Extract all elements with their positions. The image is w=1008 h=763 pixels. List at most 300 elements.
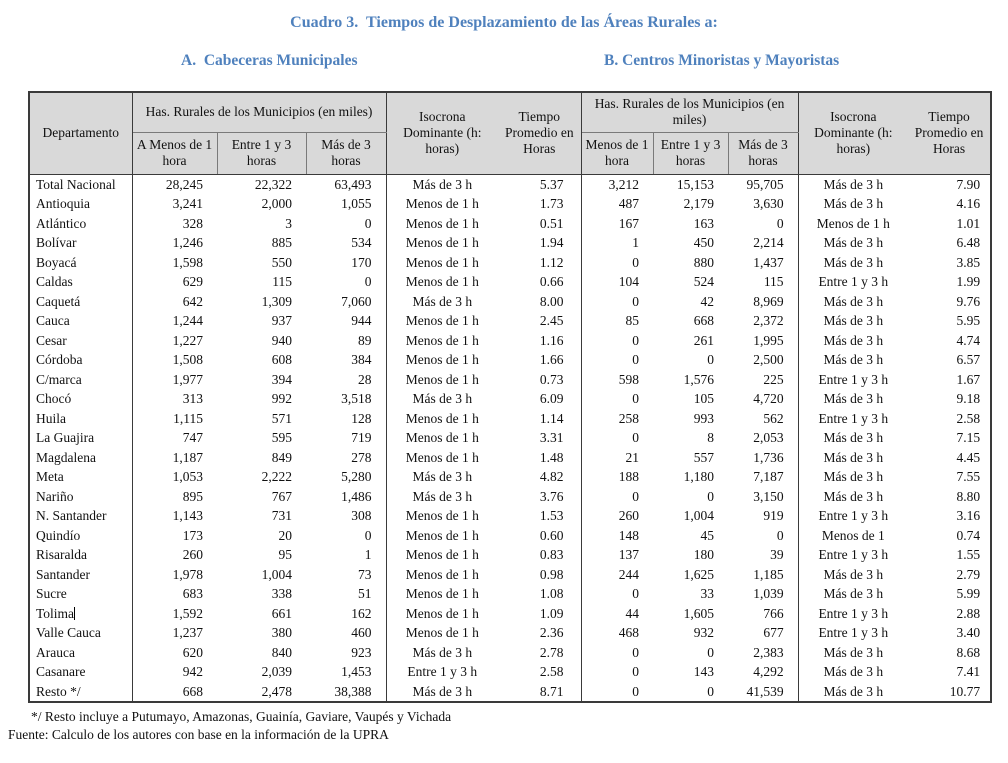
cell-b-menos-1h: 3,212 bbox=[608, 176, 640, 192]
cell-b-tiempo-promedio: 8.68 bbox=[956, 644, 981, 660]
table-row bbox=[29, 682, 991, 703]
cell-a-tiempo-promedio: 0.73 bbox=[498, 370, 581, 390]
table-row bbox=[29, 292, 991, 312]
cell-departamento: Casanare bbox=[29, 662, 132, 682]
cell-a-menos-1h: 3,241 bbox=[172, 196, 203, 211]
cell-a-menos-1h: 1,598 bbox=[172, 254, 203, 270]
cell-b-tiempo-promedio: 7.41 bbox=[956, 664, 981, 679]
cell-b-tiempo-promedio: 9.76 bbox=[956, 293, 981, 309]
cell-a-tiempo-promedio: 1.53 bbox=[498, 506, 581, 526]
cell-b-tiempo-promedio: 7.15 bbox=[956, 430, 981, 445]
cell-a-menos-1h: 1,508 bbox=[172, 352, 203, 367]
cell-a-menos-1h: 1,187 bbox=[172, 449, 203, 465]
cell-b-mas-3h: 919 bbox=[728, 506, 798, 526]
cell-a-mas-3h: 162 bbox=[306, 604, 386, 624]
cell-b-entre-1y3h: 261 bbox=[693, 332, 715, 348]
cell-b-mas-3h: 39 bbox=[728, 545, 798, 565]
cell-b-tiempo-promedio: 5.95 bbox=[956, 313, 981, 328]
page-title: Cuadro 3. Tiempos de Desplazamiento de las Áreas Rurales a: bbox=[290, 14, 718, 31]
cell-a-isocrona: Menos de 1 h bbox=[405, 215, 479, 231]
table-row bbox=[29, 604, 991, 624]
cell-b-mas-3h: 0 bbox=[728, 214, 798, 234]
cell-a-entre-1y3h: 550 bbox=[271, 254, 292, 270]
cell-b-menos-1h: 0 bbox=[632, 352, 640, 367]
cell-b-mas-3h: 225 bbox=[728, 370, 798, 390]
cell-b-entre-1y3h: 524 bbox=[693, 274, 715, 289]
table-row bbox=[29, 350, 991, 370]
cell-a-entre-1y3h: 95 bbox=[278, 547, 292, 562]
table-row bbox=[29, 623, 991, 643]
cell-b-entre-1y3h: 1,625 bbox=[683, 566, 715, 582]
cell-a-tiempo-promedio: 0.83 bbox=[498, 545, 581, 565]
cell-a-menos-1h: 313 bbox=[182, 391, 203, 406]
cell-b-mas-3h: 95,705 bbox=[728, 174, 798, 194]
header-b-tiempo-promedio: Tiempo Promedio en Horas bbox=[908, 92, 991, 174]
cell-b-mas-3h: 2,500 bbox=[728, 350, 798, 370]
cell-b-isocrona: Menos de 1 h bbox=[816, 215, 890, 231]
displacement-times-table bbox=[28, 91, 992, 703]
cell-b-isocrona: Más de 3 h bbox=[823, 254, 884, 270]
cell-b-tiempo-promedio: 4.45 bbox=[956, 449, 981, 465]
table-row bbox=[29, 467, 991, 487]
cell-a-entre-1y3h: 22,322 bbox=[254, 176, 292, 192]
cell-b-entre-1y3h: 42 bbox=[700, 293, 715, 309]
cell-b-entre-1y3h: 450 bbox=[693, 235, 715, 250]
cell-a-isocrona: Menos de 1 h bbox=[405, 371, 479, 387]
header-b-menos-1h: Menos de 1 hora bbox=[581, 132, 653, 174]
cell-a-menos-1h: 942 bbox=[182, 664, 203, 679]
cell-a-isocrona: Más de 3 h bbox=[412, 391, 473, 406]
table-row bbox=[29, 526, 991, 546]
cell-a-menos-1h: 1,977 bbox=[172, 371, 203, 387]
cell-a-mas-3h: 63,493 bbox=[306, 174, 386, 194]
cell-a-tiempo-promedio: 0.66 bbox=[498, 272, 581, 292]
cell-a-menos-1h: 1,978 bbox=[172, 566, 203, 582]
cell-departamento: Boyacá bbox=[29, 253, 132, 273]
header-departamento: Departamento bbox=[29, 92, 132, 174]
table-row bbox=[29, 370, 991, 390]
cell-b-tiempo-promedio: 3.85 bbox=[956, 254, 981, 270]
cell-departamento: Córdoba bbox=[29, 350, 132, 370]
cell-a-mas-3h: 0 bbox=[306, 526, 386, 546]
header-b-isocrona: Isocrona Dominante (h: horas) bbox=[798, 92, 908, 174]
cell-a-mas-3h: 534 bbox=[306, 233, 386, 253]
cell-departamento: Chocó bbox=[29, 389, 132, 409]
cell-a-isocrona: Menos de 1 h bbox=[405, 430, 479, 445]
cell-b-mas-3h: 562 bbox=[728, 409, 798, 429]
cell-b-menos-1h: 0 bbox=[632, 586, 640, 601]
cell-a-isocrona: Menos de 1 h bbox=[405, 235, 479, 250]
cell-a-entre-1y3h: 1,004 bbox=[261, 566, 292, 582]
cell-b-entre-1y3h: 8 bbox=[707, 430, 715, 445]
cell-b-entre-1y3h: 932 bbox=[693, 625, 715, 640]
cell-a-tiempo-promedio: 4.82 bbox=[498, 467, 581, 487]
cell-departamento: Cesar bbox=[29, 331, 132, 351]
cell-a-entre-1y3h: 595 bbox=[271, 430, 292, 445]
cell-a-mas-3h: 0 bbox=[306, 214, 386, 234]
header-a-mas-3h: Más de 3 horas bbox=[306, 132, 386, 174]
cell-b-tiempo-promedio: 2.79 bbox=[956, 566, 981, 582]
cell-b-tiempo-promedio: 7.90 bbox=[956, 176, 981, 192]
subtitle-a: A. Cabeceras Municipales bbox=[181, 52, 358, 69]
cell-b-isocrona: Más de 3 h bbox=[823, 293, 884, 309]
cell-b-entre-1y3h: 557 bbox=[693, 449, 715, 465]
cell-b-menos-1h: 260 bbox=[618, 508, 640, 523]
table-row bbox=[29, 565, 991, 585]
section-subtitles bbox=[0, 52, 1008, 74]
cell-b-entre-1y3h: 163 bbox=[693, 215, 715, 231]
cell-b-menos-1h: 104 bbox=[618, 274, 640, 289]
cell-b-isocrona: Más de 3 h bbox=[823, 566, 884, 582]
cell-b-mas-3h: 4,720 bbox=[728, 389, 798, 409]
cell-a-menos-1h: 620 bbox=[182, 644, 203, 660]
table-row bbox=[29, 194, 991, 214]
cell-b-mas-3h: 2,372 bbox=[728, 311, 798, 331]
cell-b-tiempo-promedio: 6.57 bbox=[956, 352, 981, 367]
cell-a-isocrona: Más de 3 h bbox=[412, 644, 473, 660]
cell-b-tiempo-promedio: 5.99 bbox=[956, 586, 981, 601]
cell-a-mas-3h: 923 bbox=[306, 643, 386, 663]
cell-departamento: C/marca bbox=[29, 370, 132, 390]
cell-b-isocrona: Entre 1 y 3 h bbox=[818, 508, 889, 523]
cell-b-entre-1y3h: 105 bbox=[693, 391, 715, 406]
cell-a-mas-3h: 308 bbox=[306, 506, 386, 526]
cell-departamento: N. Santander bbox=[29, 506, 132, 526]
table-header bbox=[29, 92, 991, 174]
cell-departamento: Magdalena bbox=[29, 448, 132, 468]
table-row bbox=[29, 662, 991, 682]
cell-b-mas-3h: 2,383 bbox=[728, 643, 798, 663]
cell-b-entre-1y3h: 0 bbox=[707, 683, 715, 699]
cell-departamento: Huila bbox=[29, 409, 132, 429]
cell-a-mas-3h: 460 bbox=[306, 623, 386, 643]
cell-a-entre-1y3h: 940 bbox=[271, 332, 292, 348]
cell-b-entre-1y3h: 993 bbox=[693, 410, 715, 426]
cell-a-isocrona: Menos de 1 h bbox=[405, 547, 479, 562]
cell-a-isocrona: Menos de 1 h bbox=[405, 352, 479, 367]
cell-a-mas-3h: 5,280 bbox=[306, 467, 386, 487]
cell-a-isocrona: Menos de 1 h bbox=[405, 410, 479, 426]
cell-b-tiempo-promedio: 2.88 bbox=[956, 605, 981, 621]
cell-a-isocrona: Menos de 1 h bbox=[405, 566, 479, 582]
cell-b-isocrona: Entre 1 y 3 h bbox=[818, 371, 889, 387]
cell-a-mas-3h: 7,060 bbox=[306, 292, 386, 312]
cell-b-menos-1h: 85 bbox=[625, 313, 640, 328]
cell-b-isocrona: Entre 1 y 3 h bbox=[818, 274, 889, 289]
cell-a-tiempo-promedio: 1.66 bbox=[498, 350, 581, 370]
cell-b-tiempo-promedio: 1.99 bbox=[956, 274, 981, 289]
cell-b-entre-1y3h: 1,180 bbox=[683, 469, 715, 484]
cell-a-tiempo-promedio: 0.60 bbox=[498, 526, 581, 546]
table-row bbox=[29, 233, 991, 253]
text-cursor bbox=[74, 607, 75, 620]
cell-b-mas-3h: 3,150 bbox=[728, 487, 798, 507]
cell-b-menos-1h: 487 bbox=[618, 196, 640, 211]
cell-b-menos-1h: 0 bbox=[632, 644, 640, 660]
cell-a-menos-1h: 1,246 bbox=[172, 235, 203, 250]
table-row bbox=[29, 448, 991, 468]
cell-b-tiempo-promedio: 7.55 bbox=[956, 469, 981, 484]
cell-b-mas-3h: 115 bbox=[728, 272, 798, 292]
table-row bbox=[29, 253, 991, 273]
cell-a-menos-1h: 629 bbox=[182, 274, 203, 289]
cell-departamento: Atlántico bbox=[29, 214, 132, 234]
cell-a-menos-1h: 668 bbox=[182, 683, 203, 699]
cell-a-entre-1y3h: 338 bbox=[271, 586, 292, 601]
cell-b-tiempo-promedio: 0.74 bbox=[956, 527, 981, 543]
cell-b-isocrona: Más de 3 h bbox=[823, 469, 884, 484]
table-row bbox=[29, 487, 991, 507]
cell-a-tiempo-promedio: 1.16 bbox=[498, 331, 581, 351]
cell-a-mas-3h: 278 bbox=[306, 448, 386, 468]
cell-departamento: Quindío bbox=[29, 526, 132, 546]
cell-b-mas-3h: 1,736 bbox=[728, 448, 798, 468]
cell-a-entre-1y3h: 394 bbox=[271, 371, 292, 387]
cell-a-tiempo-promedio: 1.48 bbox=[498, 448, 581, 468]
cell-a-menos-1h: 1,143 bbox=[172, 508, 203, 523]
cell-a-mas-3h: 0 bbox=[306, 272, 386, 292]
cell-b-isocrona: Menos de 1 bbox=[821, 527, 885, 543]
cell-a-entre-1y3h: 992 bbox=[271, 391, 292, 406]
cell-a-isocrona: Más de 3 h bbox=[412, 469, 473, 484]
cell-b-mas-3h: 1,185 bbox=[728, 565, 798, 585]
cell-a-entre-1y3h: 767 bbox=[271, 488, 292, 504]
cell-a-mas-3h: 719 bbox=[306, 428, 386, 448]
footnotes bbox=[8, 708, 1008, 744]
table-row bbox=[29, 174, 991, 194]
footnote-fuente: Fuente: Calculo de los autores con base en la información de la UPRA bbox=[8, 727, 389, 742]
cell-a-isocrona: Más de 3 h bbox=[412, 488, 473, 504]
header-group-b-has-rurales: Has. Rurales de los Municipios (en miles) bbox=[581, 92, 798, 132]
cell-a-isocrona: Menos de 1 h bbox=[405, 508, 479, 523]
cell-a-isocrona: Menos de 1 h bbox=[405, 332, 479, 348]
cell-b-entre-1y3h: 1,004 bbox=[683, 508, 715, 523]
cell-b-mas-3h: 1,995 bbox=[728, 331, 798, 351]
cell-b-entre-1y3h: 2,179 bbox=[683, 196, 715, 211]
cell-a-mas-3h: 28 bbox=[306, 370, 386, 390]
cell-b-tiempo-promedio: 2.58 bbox=[956, 410, 981, 426]
cell-b-isocrona: Más de 3 h bbox=[823, 332, 884, 348]
cell-departamento: Valle Cauca bbox=[29, 623, 132, 643]
cell-b-isocrona: Más de 3 h bbox=[823, 176, 884, 192]
cell-b-tiempo-promedio: 4.16 bbox=[956, 196, 981, 211]
cell-a-tiempo-promedio: 2.36 bbox=[498, 623, 581, 643]
cell-a-tiempo-promedio: 3.76 bbox=[498, 487, 581, 507]
header-b-entre-1y3h: Entre 1 y 3 horas bbox=[653, 132, 728, 174]
cell-departamento: Arauca bbox=[29, 643, 132, 663]
cell-b-menos-1h: 137 bbox=[618, 547, 640, 562]
cell-a-menos-1h: 1,592 bbox=[172, 605, 203, 621]
cell-b-entre-1y3h: 0 bbox=[707, 488, 715, 504]
cell-a-isocrona: Menos de 1 h bbox=[405, 274, 479, 289]
cell-a-isocrona: Menos de 1 h bbox=[405, 527, 479, 543]
cell-a-tiempo-promedio: 0.98 bbox=[498, 565, 581, 585]
cell-a-mas-3h: 170 bbox=[306, 253, 386, 273]
cell-a-entre-1y3h: 2,000 bbox=[261, 196, 292, 211]
cell-b-menos-1h: 0 bbox=[632, 332, 640, 348]
cell-a-menos-1h: 1,053 bbox=[172, 469, 203, 484]
table-row bbox=[29, 428, 991, 448]
cell-a-menos-1h: 642 bbox=[182, 293, 203, 309]
cell-a-mas-3h: 1,453 bbox=[306, 662, 386, 682]
table-row bbox=[29, 311, 991, 331]
cell-a-entre-1y3h: 20 bbox=[278, 527, 292, 543]
cell-a-entre-1y3h: 2,222 bbox=[261, 469, 292, 484]
cell-a-mas-3h: 1 bbox=[306, 545, 386, 565]
header-group-a-has-rurales: Has. Rurales de los Municipios (en miles) bbox=[132, 92, 386, 132]
cell-a-mas-3h: 73 bbox=[306, 565, 386, 585]
cell-a-entre-1y3h: 1,309 bbox=[261, 293, 292, 309]
cell-b-tiempo-promedio: 9.18 bbox=[956, 391, 981, 406]
cell-b-mas-3h: 2,214 bbox=[728, 233, 798, 253]
cell-a-mas-3h: 38,388 bbox=[306, 682, 386, 703]
cell-b-isocrona: Entre 1 y 3 h bbox=[818, 410, 889, 426]
cell-departamento: Tolima bbox=[29, 604, 132, 624]
cell-a-menos-1h: 895 bbox=[182, 488, 203, 504]
cell-a-isocrona: Más de 3 h bbox=[412, 683, 473, 699]
cell-b-tiempo-promedio: 1.01 bbox=[956, 215, 981, 231]
cell-b-mas-3h: 41,539 bbox=[728, 682, 798, 703]
cell-departamento: Bolívar bbox=[29, 233, 132, 253]
cell-a-entre-1y3h: 849 bbox=[271, 449, 292, 465]
cell-b-tiempo-promedio: 4.74 bbox=[956, 332, 981, 348]
cell-b-entre-1y3h: 33 bbox=[700, 586, 715, 601]
cell-b-menos-1h: 0 bbox=[632, 488, 640, 504]
header-a-menos-1h: A Menos de 1 hora bbox=[132, 132, 217, 174]
header-row-groups bbox=[29, 92, 991, 132]
cell-b-mas-3h: 677 bbox=[728, 623, 798, 643]
cell-b-tiempo-promedio: 10.77 bbox=[949, 683, 981, 699]
cell-b-isocrona: Más de 3 h bbox=[823, 235, 884, 250]
cell-a-isocrona: Menos de 1 h bbox=[405, 586, 479, 601]
cell-b-menos-1h: 0 bbox=[632, 430, 640, 445]
cell-departamento: La Guajira bbox=[29, 428, 132, 448]
cell-a-mas-3h: 128 bbox=[306, 409, 386, 429]
cell-a-tiempo-promedio: 1.73 bbox=[498, 194, 581, 214]
cell-a-menos-1h: 28,245 bbox=[165, 176, 203, 192]
table-row bbox=[29, 389, 991, 409]
cell-a-entre-1y3h: 571 bbox=[271, 410, 292, 426]
cell-a-menos-1h: 1,227 bbox=[172, 332, 203, 348]
cell-a-tiempo-promedio: 1.14 bbox=[498, 409, 581, 429]
cell-departamento: Resto */ bbox=[29, 682, 132, 703]
cell-b-mas-3h: 2,053 bbox=[728, 428, 798, 448]
cell-a-entre-1y3h: 2,478 bbox=[261, 683, 292, 699]
cell-a-entre-1y3h: 840 bbox=[271, 644, 292, 660]
cell-b-isocrona: Más de 3 h bbox=[823, 391, 884, 406]
cell-b-entre-1y3h: 15,153 bbox=[676, 176, 715, 192]
cell-a-menos-1h: 1,237 bbox=[172, 625, 203, 640]
cell-a-menos-1h: 683 bbox=[182, 586, 203, 601]
cell-a-isocrona: Más de 3 h bbox=[412, 293, 473, 309]
cell-b-isocrona: Más de 3 h bbox=[823, 644, 884, 660]
cell-b-menos-1h: 167 bbox=[618, 215, 640, 231]
cell-b-mas-3h: 3,630 bbox=[728, 194, 798, 214]
table-row bbox=[29, 272, 991, 292]
cell-b-entre-1y3h: 180 bbox=[693, 547, 715, 562]
cell-b-menos-1h: 0 bbox=[632, 683, 640, 699]
cell-departamento: Antioquia bbox=[29, 194, 132, 214]
cell-b-tiempo-promedio: 8.80 bbox=[956, 488, 981, 504]
table-row bbox=[29, 214, 991, 234]
cell-b-menos-1h: 148 bbox=[618, 527, 640, 543]
header-a-entre-1y3h: Entre 1 y 3 horas bbox=[217, 132, 306, 174]
cell-a-isocrona: Menos de 1 h bbox=[405, 449, 479, 465]
cell-b-isocrona: Más de 3 h bbox=[823, 488, 884, 504]
cell-departamento: Risaralda bbox=[29, 545, 132, 565]
cell-a-tiempo-promedio: 2.78 bbox=[498, 643, 581, 663]
cell-a-mas-3h: 384 bbox=[306, 350, 386, 370]
cell-a-isocrona: Menos de 1 h bbox=[405, 313, 479, 328]
cell-b-tiempo-promedio: 3.16 bbox=[956, 508, 981, 523]
cell-a-isocrona: Menos de 1 h bbox=[405, 605, 479, 621]
cell-b-menos-1h: 21 bbox=[625, 449, 640, 465]
cell-b-mas-3h: 8,969 bbox=[728, 292, 798, 312]
cell-b-mas-3h: 1,039 bbox=[728, 584, 798, 604]
subtitle-b: B. Centros Minoristas y Mayoristas bbox=[604, 52, 840, 69]
table-row bbox=[29, 506, 991, 526]
cell-departamento: Cauca bbox=[29, 311, 132, 331]
cell-b-tiempo-promedio: 3.40 bbox=[956, 625, 981, 640]
header-a-isocrona: Isocrona Dominante (h: horas) bbox=[386, 92, 498, 174]
cell-b-menos-1h: 244 bbox=[618, 566, 640, 582]
cell-b-isocrona: Más de 3 h bbox=[823, 430, 884, 445]
cell-a-mas-3h: 944 bbox=[306, 311, 386, 331]
cell-a-menos-1h: 260 bbox=[182, 547, 203, 562]
cell-a-tiempo-promedio: 2.45 bbox=[498, 311, 581, 331]
cell-b-isocrona: Más de 3 h bbox=[823, 313, 884, 328]
cell-b-menos-1h: 188 bbox=[618, 469, 640, 484]
cell-a-menos-1h: 1,244 bbox=[172, 313, 203, 328]
cell-a-tiempo-promedio: 8.00 bbox=[498, 292, 581, 312]
cell-a-menos-1h: 747 bbox=[182, 430, 203, 445]
cell-b-menos-1h: 0 bbox=[632, 254, 640, 270]
cell-a-entre-1y3h: 937 bbox=[271, 313, 292, 328]
cell-a-isocrona: Más de 3 h bbox=[412, 176, 473, 192]
cell-a-isocrona: Menos de 1 h bbox=[405, 254, 479, 270]
cell-b-menos-1h: 468 bbox=[618, 625, 640, 640]
cell-b-entre-1y3h: 0 bbox=[707, 644, 715, 660]
cell-departamento: Caquetá bbox=[29, 292, 132, 312]
cell-b-tiempo-promedio: 6.48 bbox=[956, 235, 981, 250]
cell-b-mas-3h: 766 bbox=[728, 604, 798, 624]
header-a-tiempo-promedio: Tiempo Promedio en Horas bbox=[498, 92, 581, 174]
cell-a-tiempo-promedio: 3.31 bbox=[498, 428, 581, 448]
cell-a-entre-1y3h: 661 bbox=[271, 605, 292, 621]
cell-b-menos-1h: 1 bbox=[632, 235, 640, 250]
cell-b-isocrona: Más de 3 h bbox=[823, 352, 884, 367]
cell-b-menos-1h: 0 bbox=[632, 391, 640, 406]
cell-departamento: Meta bbox=[29, 467, 132, 487]
table-row bbox=[29, 545, 991, 565]
cell-departamento: Santander bbox=[29, 565, 132, 585]
table-row bbox=[29, 643, 991, 663]
cell-a-isocrona: Entre 1 y 3 h bbox=[407, 664, 478, 679]
cell-b-isocrona: Más de 3 h bbox=[823, 683, 884, 699]
cell-a-entre-1y3h: 115 bbox=[272, 274, 292, 289]
cell-b-entre-1y3h: 880 bbox=[693, 254, 715, 270]
cell-a-tiempo-promedio: 1.09 bbox=[498, 604, 581, 624]
cell-b-entre-1y3h: 45 bbox=[700, 527, 715, 543]
cell-b-isocrona: Entre 1 y 3 h bbox=[818, 547, 889, 562]
cell-b-mas-3h: 1,437 bbox=[728, 253, 798, 273]
cell-a-menos-1h: 328 bbox=[182, 215, 203, 231]
cell-a-mas-3h: 1,486 bbox=[306, 487, 386, 507]
table-body bbox=[29, 174, 991, 702]
cell-a-entre-1y3h: 608 bbox=[271, 352, 292, 367]
cell-b-mas-3h: 7,187 bbox=[728, 467, 798, 487]
table-row bbox=[29, 584, 991, 604]
